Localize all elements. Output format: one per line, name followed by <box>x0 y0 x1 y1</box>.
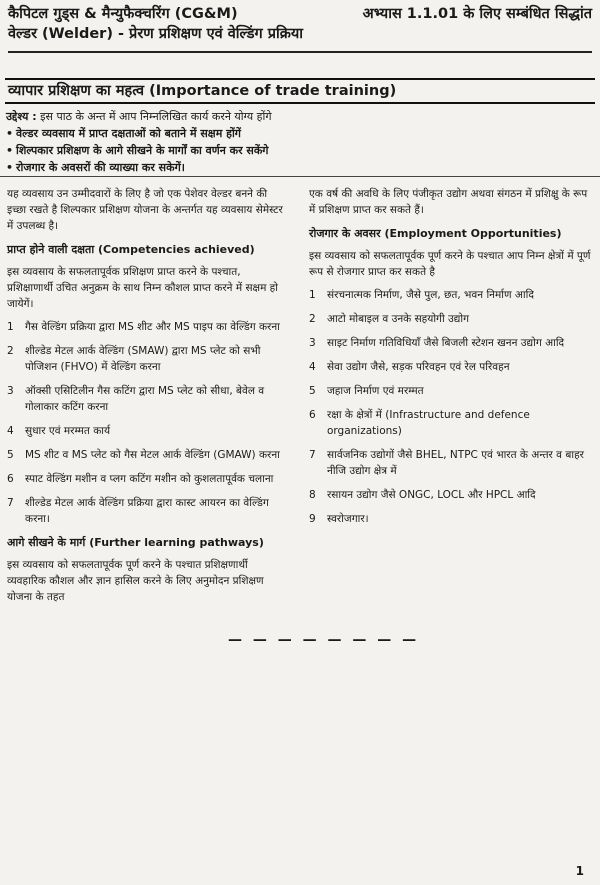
employment-intro: इस व्यवसाय को सफलतापूर्वक पूर्ण करने के पश्चात आप निम्न क्षेत्रों में पूर्ण रूप से रोजगार प्राप्त कर सकते है <box>309 250 591 278</box>
competencies-intro: इस व्यवसाय के सफलतापूर्वक प्रशिक्षण प्राप्त करने के पश्चात, प्रशिक्षाणार्थी उचित अनुक्रम के साथ निम्न कौशल प्राप्त करने में सक्षम हो जायेगें। <box>7 266 278 310</box>
page-number: 1 <box>575 864 584 878</box>
list-item <box>309 287 591 303</box>
course-title: कैपिटल गुड्स & मैन्युफैक्चरिंग (CG&M) <box>8 6 238 22</box>
competencies-heading: प्राप्त होने वाली दक्षता (Competencies achieved) <box>7 243 255 256</box>
objectives-block <box>6 108 590 176</box>
list-item <box>7 423 287 439</box>
item-number: 5 <box>309 385 316 397</box>
objectives-list <box>6 125 590 176</box>
objective-item: • रोजगार के अवसरों की व्याख्या कर सकेगें। <box>6 159 590 176</box>
item-number: 5 <box>7 449 14 461</box>
item-text: सुधार एवं मरम्मत कार्य <box>25 425 111 437</box>
item-number: 9 <box>309 513 316 525</box>
item-text: जहाज निर्माण एवं मरम्मत <box>327 385 424 397</box>
header-divider <box>8 51 592 53</box>
item-number: 7 <box>309 449 316 461</box>
list-item <box>309 359 591 375</box>
objective-item: • शिल्पकार प्रशिक्षण के आगे सीखने के मार्गों का वर्णन कर सकेंगे <box>6 142 590 159</box>
list-item <box>309 487 591 503</box>
list-item <box>309 447 591 479</box>
item-text: सेवा उद्योग जैसे, सड़क परिवहन एवं रेल परिवहन <box>327 361 510 373</box>
item-number: 2 <box>7 345 14 357</box>
item-text: शील्डेड मेटल आर्क वेल्डिंग (SMAW) द्वारा MS प्लेट को सभी पोजिशन (FHVO) में वेल्डिंग करना <box>25 345 261 373</box>
section-title-bar <box>5 78 595 104</box>
item-number: 4 <box>309 361 316 373</box>
left-column <box>7 186 287 612</box>
item-text: ऑक्सी एसिटिलीन गैस कटिंग द्वारा MS प्लेट को सीधा, बेवेल व गोलाकार कटिंग करना <box>25 385 265 413</box>
header-left <box>8 4 303 44</box>
item-number: 8 <box>309 489 316 501</box>
list-item <box>7 471 287 487</box>
list-item <box>309 511 591 527</box>
employment-list <box>309 287 591 527</box>
module-title: वेल्डर (Welder) - प्रेरण प्रशिक्षण एवं वेल्डिंग प्रक्रिया <box>8 26 304 42</box>
page-header <box>8 4 592 52</box>
list-item <box>7 447 287 463</box>
item-number: 3 <box>309 337 316 349</box>
objectives-label: उद्देश्य : <box>6 110 37 123</box>
item-number: 7 <box>7 497 14 509</box>
item-number: 1 <box>309 289 316 301</box>
list-item <box>309 335 591 351</box>
objectives-intro <box>6 108 590 125</box>
further-learning-heading: आगे सीखने के मार्ग (Further learning pathways) <box>7 536 264 549</box>
exercise-reference: अभ्यास 1.1.01 के लिए सम्बंधित सिद्धांत <box>362 6 592 22</box>
list-item <box>309 407 591 439</box>
item-text: शील्डेड मेटल आर्क वेल्डिंग प्रक्रिया द्वारा कास्ट आयरन का वेल्डिंग करना। <box>25 497 269 525</box>
list-item <box>7 495 287 527</box>
item-text: आटो मोबाइल व उनके सहयोगी उद्योग <box>327 313 470 325</box>
section-title: व्यापार प्रशिक्षण का महत्व (Importance of trade training) <box>8 81 400 101</box>
item-number: 3 <box>7 385 14 397</box>
right-column <box>309 186 591 535</box>
item-text: संरचनात्मक निर्माण, जैसे पुल, छत, भवन निर्माण आदि <box>327 289 534 301</box>
item-text: रक्षा के क्षेत्रों में (Infrastructure and defence organizations) <box>327 409 530 437</box>
item-text: MS शीट व MS प्लेट को गैस मेटल आर्क वेल्डिंग (GMAW) करना <box>25 449 280 461</box>
further-learning-paragraph: इस व्यवसाय को सफलतापूर्वक पूर्ण करने के पश्चात प्रशिक्षणार्थी व्यवहारिक कौशल और ज्ञान हासिल करने के लिए अनुमोदन प्रशिक्षण योजना के तहत <box>7 559 264 603</box>
employment-heading: रोजगार के अवसर (Employment Opportunities) <box>309 227 562 240</box>
objectives-divider <box>0 176 600 177</box>
end-of-section-marker: — — — — — — — — <box>228 632 420 648</box>
item-text: सार्वजनिक उद्योगों जैसे BHEL, NTPC एवं भारत के अन्तर व बाहर नीजि उद्योग क्षेत्र में <box>327 449 584 477</box>
list-item <box>7 383 287 415</box>
item-text: स्पाट वेल्डिंग मशीन व प्लग कटिंग मशीन को कुशलतापूर्वक चलाना <box>25 473 274 485</box>
item-text: गैस वेल्डिंग प्रक्रिया द्वारा MS शीट और MS पाइप का वेल्डिंग करना <box>25 321 280 333</box>
list-item <box>309 311 591 327</box>
list-item <box>7 343 287 375</box>
continued-paragraph: एक वर्ष की अवधि के लिए पंजीकृत उद्योग अथवा संगठन में प्रशिक्षु के रूप में प्रशिक्षण प्राप्त कर सकते हैं। <box>309 188 588 216</box>
item-text: स्वरोजगार। <box>327 513 369 525</box>
list-item <box>7 319 287 335</box>
item-number: 6 <box>7 473 14 485</box>
item-text: साइट निर्माण गतिविधियाँ जैसे बिजली स्टेशन खनन उद्योग आदि <box>327 337 565 349</box>
list-item <box>309 383 591 399</box>
item-number: 4 <box>7 425 14 437</box>
competencies-list <box>7 319 287 527</box>
item-text: रसायन उद्योग जैसे ONGC, LOCL और HPCL आदि <box>327 489 536 501</box>
item-number: 6 <box>309 409 316 421</box>
objectives-intro-text: इस पाठ के अन्त में आप निम्नलिखित कार्य करने योग्य होंगे <box>36 110 272 123</box>
item-number: 2 <box>309 313 316 325</box>
item-number: 1 <box>7 321 14 333</box>
objective-item: • वेल्डर व्यवसाय में प्राप्त दक्षताओं को बताने में सक्षम होंगें <box>6 125 590 142</box>
trade-intro-paragraph: यह व्यवसाय उन उम्मीदवारों के लिए है जो एक पेशेवर वेल्डर बनने की इच्छा रखते है शिल्पकार प्रशिक्षण योजना के अन्तर्गत यह व्यवसाय सेमेस्टर में उपलब्ध है। <box>7 188 283 232</box>
